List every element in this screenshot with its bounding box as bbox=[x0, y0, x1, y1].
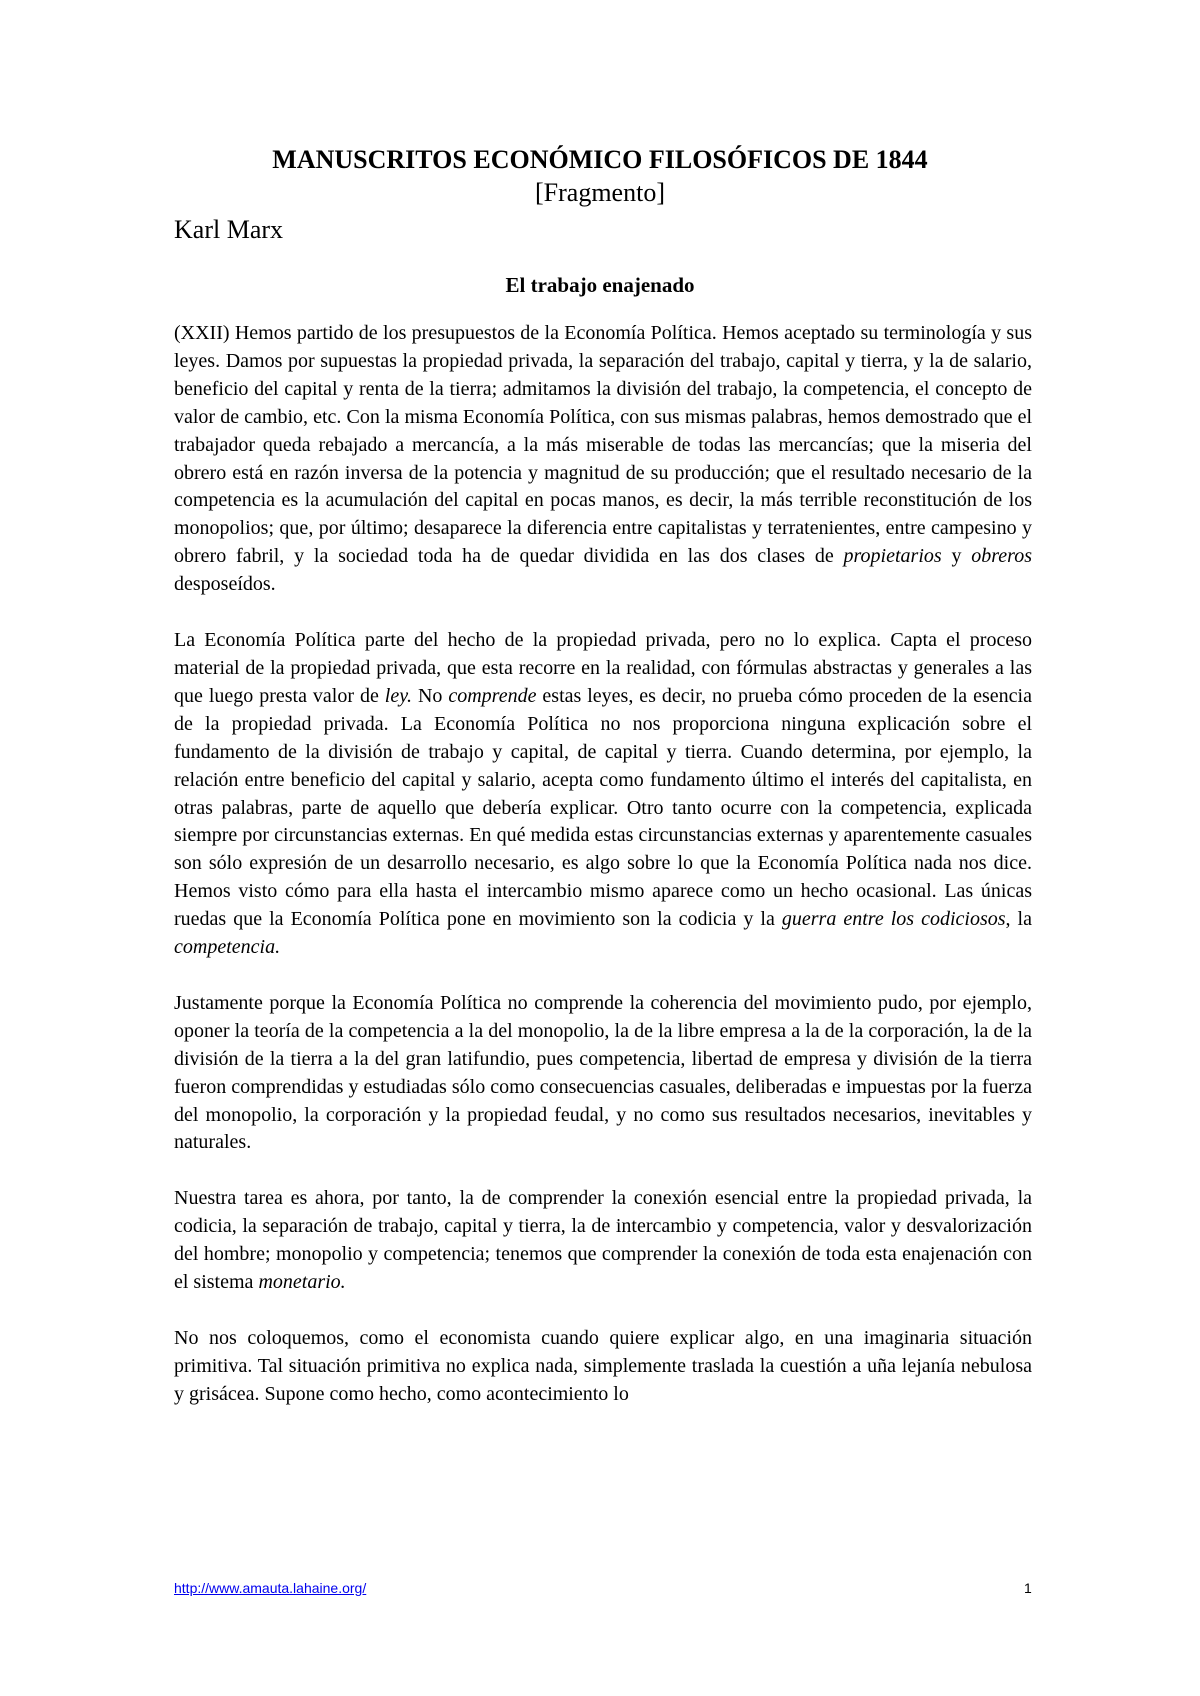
paragraph bbox=[174, 627, 1032, 962]
text-segment: Justamente porque la Economía Política no comprende la coherencia del movimiento pudo, por ejemplo, oponer la teoría de la competencia a la del monopolio, la de la libre empresa a la de la corporación, la de la división de la tierra a la del gran latifundio, pues competencia, libertad de empresa y división de la tierra fueron comprendidas y estudiadas sólo como consecuencias casuales, deliberadas e impuestas por la fuerza del monopolio, la corporación y la propiedad feudal, y no como sus resultados necesarios, inevitables y naturales. bbox=[174, 991, 1032, 1154]
page-number: 1 bbox=[1024, 1580, 1032, 1596]
text-segment: y bbox=[941, 545, 972, 568]
document-body bbox=[174, 320, 1032, 1437]
text-segment: La Economía Política parte del hecho de la propiedad privada, pero no lo explica. Capta el proceso material de la propiedad privada, que esta recorre en la realidad, con fórmulas abstractas y generales a las que luego presta valor de bbox=[174, 629, 1032, 707]
text-segment: No bbox=[412, 684, 449, 707]
text-segment: No nos coloquemos, como el economista cuando quiere explicar algo, en una imaginaria situación primitiva. Tal situación primitiva no explica nada, simplemente traslada la cuestión a uña lejanía nebulosa y grisácea. Supone como hecho, como acontecimiento lo bbox=[174, 1327, 1032, 1405]
emphasis-text: propietarios bbox=[843, 545, 942, 568]
paragraph bbox=[174, 990, 1032, 1157]
emphasis-text: comprende bbox=[448, 684, 537, 707]
paragraph bbox=[174, 1185, 1032, 1297]
text-segment: estas leyes, es decir, no prueba cómo proceden de la esencia de la propiedad privada. La Economía Política no nos proporciona ninguna explicación sobre el fundamento de la división de trabajo y capital, de capital y tierra. Cuando determina, por ejemplo, la relación entre beneficio del capital y salario, acepta como fundamento último el interés del capitalista, en otras palabras, parte de aquello que debería explicar. Otro tanto ocurre con la competencia, explicada siempre por circunstancias externas. En qué medida estas circunstancias externas y aparentemente casuales son sólo expresión de un desarrollo necesario, es algo sobre lo que la Economía Política nada nos dice. Hemos visto cómo para ella hasta el intercambio mismo aparece como un hecho ocasional. Las únicas ruedas que la Economía Política pone en movimiento son la codicia y la bbox=[174, 684, 1032, 931]
footer-source-link[interactable]: http://www.amauta.lahaine.org/ bbox=[174, 1580, 367, 1596]
emphasis-text: ley. bbox=[384, 684, 412, 707]
document-author: Karl Marx bbox=[174, 215, 284, 244]
document-subtitle: [Fragmento] bbox=[535, 178, 665, 207]
paragraph bbox=[174, 1325, 1032, 1409]
section-heading: El trabajo enajenado bbox=[505, 273, 695, 297]
text-segment: desposeídos. bbox=[174, 573, 276, 596]
text-segment: Nuestra tarea es ahora, por tanto, la de comprender la conexión esencial entre la propiedad privada, la codicia, la separación de trabajo, capital y tierra, la de intercambio y competencia, valor y desvalorización del hombre; monopolio y competencia; tenemos que comprender la conexión de toda esta enajenación con el sistema bbox=[174, 1187, 1032, 1294]
emphasis-text: guerra entre los codiciosos bbox=[781, 908, 1006, 931]
document-title: MANUSCRITOS ECONÓMICO FILOSÓFICOS DE 1844 bbox=[272, 145, 928, 174]
emphasis-text: monetario. bbox=[258, 1271, 346, 1294]
text-segment: , la bbox=[1005, 908, 1032, 931]
text-segment: (XXII) Hemos partido de los presupuestos de la Economía Política. Hemos aceptado su terminología y sus leyes. Damos por supuestas la propiedad privada, la separación del trabajo, capital y tierra, y la de salario, beneficio del capital y renta de la tierra; admitamos la división del trabajo, la competencia, el concepto de valor de cambio, etc. Con la misma Economía Política, con sus mismas palabras, hemos demostrado que el trabajador queda rebajado a mercancía, a la más miserable de todas las mercancías; que la miseria del obrero está en razón inversa de la potencia y magnitud de su producción; que el resultado necesario de la competencia es la acumulación del capital en pocas manos, es decir, la más terrible reconstitución de los monopolios; que, por último; desaparece la diferencia entre capitalistas y terratenientes, entre campesino y obrero fabril, y la sociedad toda ha de quedar dividida en las dos clases de bbox=[174, 322, 1032, 568]
emphasis-text: competencia. bbox=[174, 936, 281, 959]
emphasis-text: obreros bbox=[971, 545, 1032, 568]
paragraph bbox=[174, 320, 1032, 599]
